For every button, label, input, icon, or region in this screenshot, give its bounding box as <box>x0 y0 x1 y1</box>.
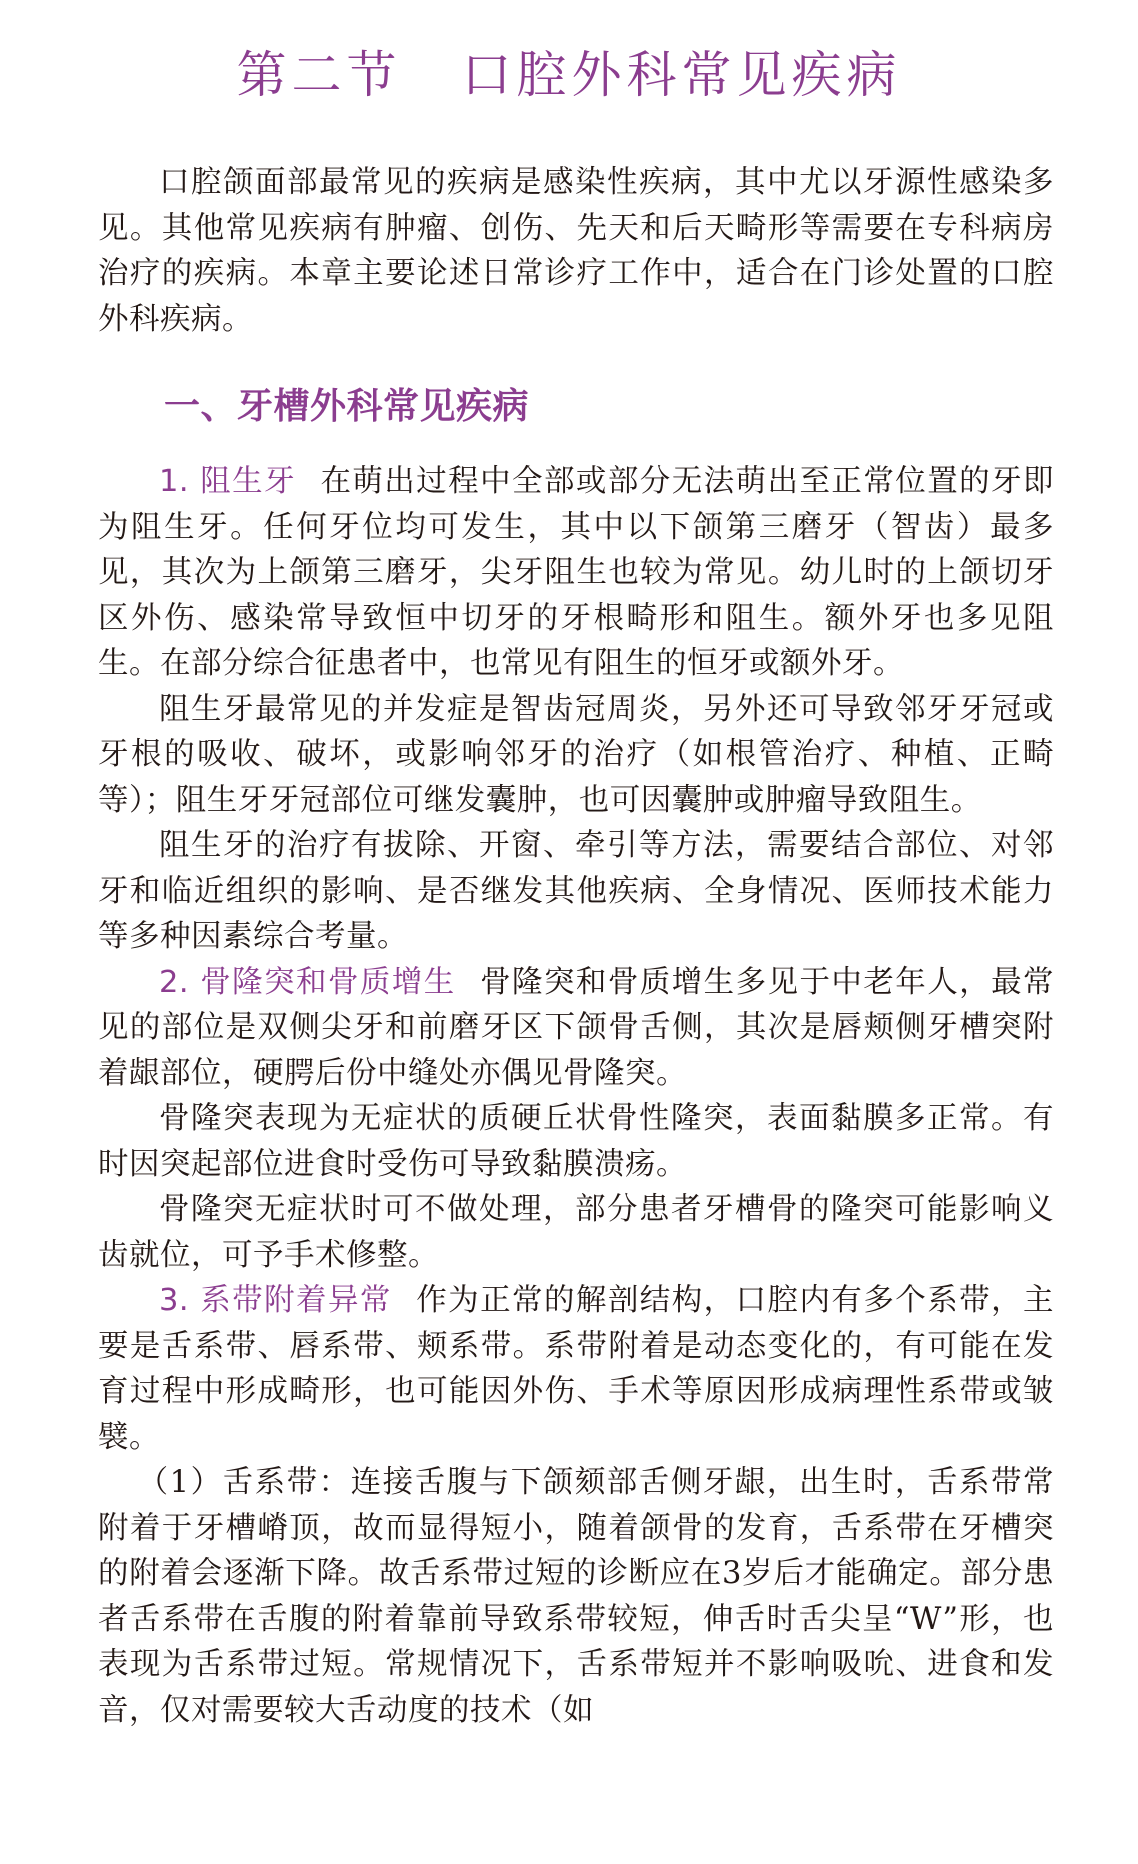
item1-label: 1. 阻生牙 <box>159 464 297 499</box>
item3-text: 作为正常的解剖结构，口腔内有多个系带，主要是舌系带、唇系带、颊系带。系带附着是动态变化的，有可能在发育过程中形成畸形，也可能因外伤、手术等原因形成病理性系带或皱襞。 <box>98 1283 1054 1455</box>
item1-text: 在萌出过程中全部或部分无法萌出至正常位置的牙即为阻生牙。任何牙位均可发生，其中以下颌第三磨牙（智齿）最多见，其次为上颌第三磨牙，尖牙阻生也较为常见。幼儿时的上颌切牙区外伤、感染常导致恒中切牙的牙根畸形和阻生。额外牙也多见阻生。在部分综合征患者中，也常见有阻生的恒牙或额外牙。 <box>98 464 1055 681</box>
section-heading: 一、牙槽外科常见疾病 <box>164 386 530 427</box>
title-section-name: 口腔外科常见疾病 <box>461 46 902 104</box>
item2-label: 2. 骨隆突和骨质增生 <box>159 964 456 1000</box>
body-text <box>98 160 1054 1733</box>
title-section-number: 第二节 <box>236 46 402 104</box>
item1-paragraph-2: 阻生牙最常见的并发症是智齿冠周炎，另外还可导致邻牙牙冠或牙根的吸收、破坏，或影响邻牙的治疗（如根管治疗、种植、正畸等）；阻生牙牙冠部位可继发囊肿，也可因囊肿或肿瘤导致阻生。 <box>98 691 1054 818</box>
item2-text: 骨隆突和骨质增生多见于中老年人，最常见的部位是双侧尖牙和前磨牙区下颌骨舌侧，其次是唇颊侧牙槽突附着龈部位，硬腭后份中缝处亦偶见骨隆突。 <box>98 964 1055 1091</box>
item2-paragraph <box>98 960 1054 1097</box>
item3-paragraph <box>98 1278 1054 1460</box>
item2-paragraph-2: 骨隆突表现为无症状的质硬丘状骨性隆突，表面黏膜多正常。有时因突起部位进食时受伤可导致黏膜溃疡。 <box>98 1101 1054 1182</box>
intro-paragraph: 口腔颌面部最常见的疾病是感染性疾病，其中尤以牙源性感染多见。其他常见疾病有肿瘤、创伤、先天和后天畸形等需要在专科病房治疗的疾病。本章主要论述日常诊疗工作中，适合在门诊处置的口腔外科疾病。 <box>98 165 1054 337</box>
item2-paragraph-3: 骨隆突无症状时可不做处理，部分患者牙槽骨的隆突可能影响义齿就位，可予手术修整。 <box>98 1192 1054 1273</box>
page-title <box>0 40 1138 110</box>
item3-sub1-paragraph: （1）舌系带：连接舌腹与下颌颏部舌侧牙龈，出生时，舌系带常附着于牙槽嵴顶，故而显得短小，随着颌骨的发育，舌系带在牙槽突的附着会逐渐下降。故舌系带过短的诊断应在3岁后才能确定。部分患者舌系带在舌腹的附着靠前导致系带较短，伸舌时舌尖呈“W”形，也表现为舌系带过短。常规情况下，舌系带短并不影响吸吮、进食和发音，仅对需要较大舌动度的技术（如 <box>98 1465 1054 1728</box>
item1-paragraph <box>98 459 1054 687</box>
item1-paragraph-3: 阻生牙的治疗有拔除、开窗、牵引等方法，需要结合部位、对邻牙和临近组织的影响、是否继发其他疾病、全身情况、医师技术能力等多种因素综合考量。 <box>98 828 1054 954</box>
item3-label: 3. 系带附着异常 <box>159 1283 392 1318</box>
